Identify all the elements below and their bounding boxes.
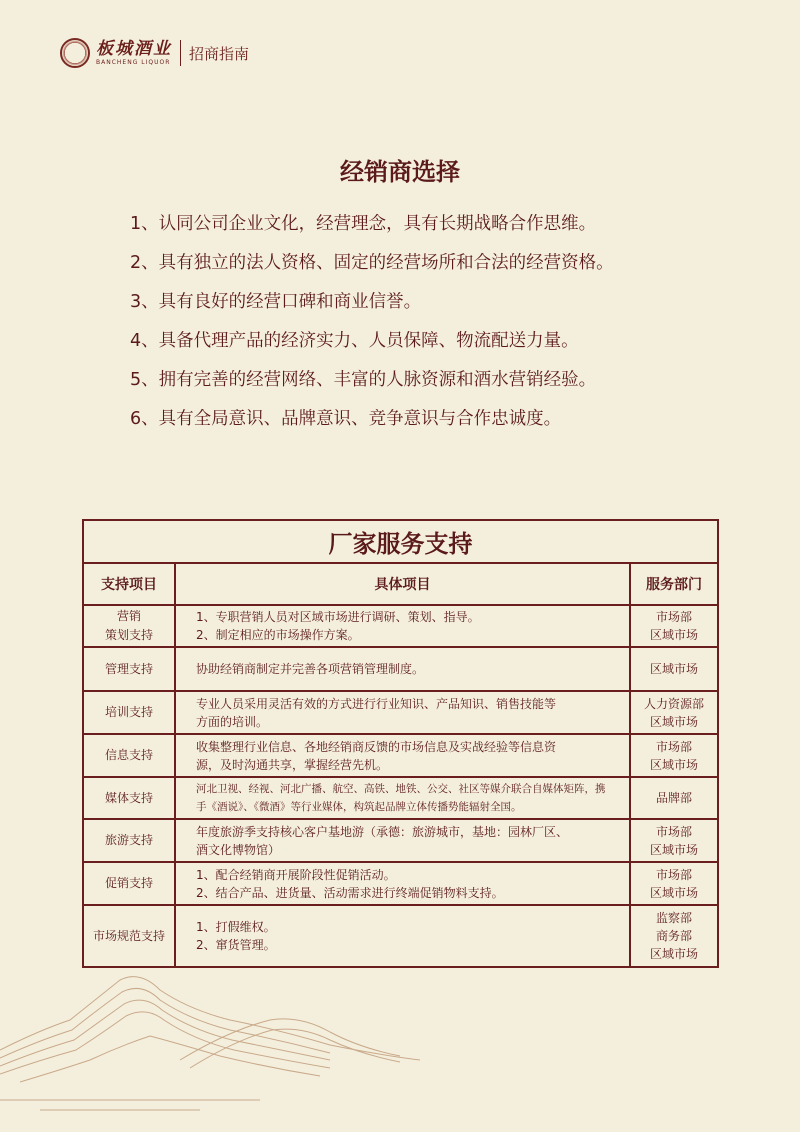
support-detail-cell [175, 605, 630, 647]
brand-logo [96, 38, 172, 66]
section-title: 招商指南 [189, 44, 250, 63]
brand-name-cn: 板城酒业 [96, 38, 172, 59]
cell-line: 收集整理行业信息、各地经销商反馈的市场信息及实战经验等信息资 [196, 739, 557, 754]
support-dept-cell [630, 819, 718, 862]
dealer-criteria-item: 4、具备代理产品的经济实力、人员保障、物流配送力量。 [130, 331, 579, 351]
cell-line: 区域市场 [649, 757, 698, 772]
support-item-cell [83, 819, 175, 862]
cell-line: 专业人员采用灵活有效的方式进行行业知识、产品知识、销售技能等 [196, 696, 557, 711]
cell-line: 媒体支持 [104, 790, 153, 805]
support-dept-cell [630, 734, 718, 777]
cell-line: 旅游支持 [104, 833, 153, 847]
cell-line: 区域市场 [649, 714, 698, 729]
divider [180, 40, 181, 66]
support-dept-cell [630, 605, 718, 647]
dealer-criteria-item: 5、拥有完善的经营网络、丰富的人脉资源和酒水营销经验。 [130, 370, 597, 390]
cell-line: 管理支持 [104, 661, 153, 676]
brand-seal-logo [60, 38, 90, 68]
brand-name-en: BANCHENG LIQUOR [96, 58, 171, 66]
cell-line: 年度旅游季支持核心客户基地游（承德：旅游城市，基地：园林厂区、 [196, 824, 569, 839]
support-dept-cell [630, 691, 718, 734]
table-row [83, 905, 718, 967]
table-row [83, 647, 718, 691]
support-table [82, 519, 719, 968]
cell-line: 市场规范支持 [92, 928, 165, 943]
support-detail-cell [175, 777, 630, 819]
cell-line: 1、打假维权。 [196, 920, 276, 934]
header-detail: 具体项目 [175, 563, 630, 605]
cell-line: 1、配合经销商开展阶段性促销活动。 [196, 867, 396, 882]
cell-line: 河北卫视、经视、河北广播、航空、高铁、地铁、公交、社区等媒介联合自媒体矩阵，携 [196, 783, 606, 795]
cell-line: 商务部 [655, 929, 692, 943]
table-row [83, 862, 718, 905]
cell-line: 方面的培训。 [196, 714, 269, 729]
cell-line: 区域市场 [649, 947, 698, 961]
cell-line: 监察部 [655, 911, 692, 925]
cell-line: 市场部 [655, 867, 692, 882]
support-detail-cell [175, 862, 630, 905]
cell-line: 市场部 [655, 824, 692, 839]
header-dept: 服务部门 [630, 563, 718, 605]
cell-line: 源，及时沟通共享，掌握经营先机。 [196, 757, 389, 772]
dealer-criteria-item: 2、具有独立的法人资格、固定的经营场所和合法的经营资格。 [130, 253, 614, 273]
support-detail-cell [175, 691, 630, 734]
support-item-cell [83, 647, 175, 691]
cell-line: 区域市场 [649, 885, 698, 900]
cell-line: 2、结合产品、进货量、活动需求进行终端促销物料支持。 [196, 885, 504, 900]
support-dept-cell [630, 647, 718, 691]
cell-line: 培训支持 [104, 705, 153, 719]
support-title: 厂家服务支持 [83, 520, 718, 563]
cell-line: 手《酒说》、《微酒》等行业媒体，构筑起品牌立体传播势能辐射全国。 [196, 801, 522, 813]
support-item-cell [83, 905, 175, 967]
cell-line: 市场部 [655, 739, 692, 754]
table-row [83, 734, 718, 777]
table-row [83, 777, 718, 819]
cell-line: 策划支持 [104, 628, 153, 642]
support-item-cell [83, 605, 175, 647]
support-item-cell [83, 777, 175, 819]
support-item-cell [83, 734, 175, 777]
cell-line: 人力资源部 [643, 696, 704, 711]
dealer-criteria-item: 6、具有全局意识、品牌意识、竞争意识与合作忠诚度。 [130, 409, 562, 429]
support-item-cell [83, 691, 175, 734]
support-item-cell [83, 862, 175, 905]
support-detail-cell [175, 819, 630, 862]
cell-line: 区域市场 [649, 628, 698, 642]
cell-line: 品牌部 [655, 791, 692, 805]
dealer-criteria-list [130, 205, 614, 439]
support-dept-cell [630, 862, 718, 905]
dealer-criteria-item: 1、认同公司企业文化，经营理念，具有长期战略合作思维。 [130, 214, 597, 234]
table-row [83, 691, 718, 734]
cell-line: 促销支持 [104, 876, 153, 890]
cell-line: 营销 [116, 609, 141, 623]
table-row [83, 819, 718, 862]
table-row [83, 605, 718, 647]
cell-line: 2、窜货管理。 [196, 938, 276, 952]
mountain-illustration [0, 960, 420, 1132]
support-dept-cell [630, 777, 718, 819]
cell-line: 区域市场 [649, 842, 698, 857]
cell-line: 市场部 [655, 610, 692, 624]
header-item: 支持项目 [83, 563, 175, 605]
dealer-title: 经销商选择 [340, 158, 460, 186]
support-dept-cell [630, 905, 718, 967]
cell-line: 信息支持 [104, 748, 153, 762]
page-header [60, 38, 249, 68]
cell-line: 2、制定相应的市场操作方案。 [196, 628, 360, 642]
cell-line: 酒文化博物馆） [196, 842, 281, 857]
cell-line: 协助经销商制定并完善各项营销管理制度。 [196, 662, 425, 676]
cell-line: 1、专职营销人员对区域市场进行调研、策划、指导。 [196, 610, 480, 624]
cell-line: 区域市场 [649, 662, 698, 676]
support-detail-cell [175, 905, 630, 967]
support-detail-cell [175, 734, 630, 777]
support-detail-cell [175, 647, 630, 691]
dealer-criteria-item: 3、具有良好的经营口碑和商业信誉。 [130, 292, 422, 312]
